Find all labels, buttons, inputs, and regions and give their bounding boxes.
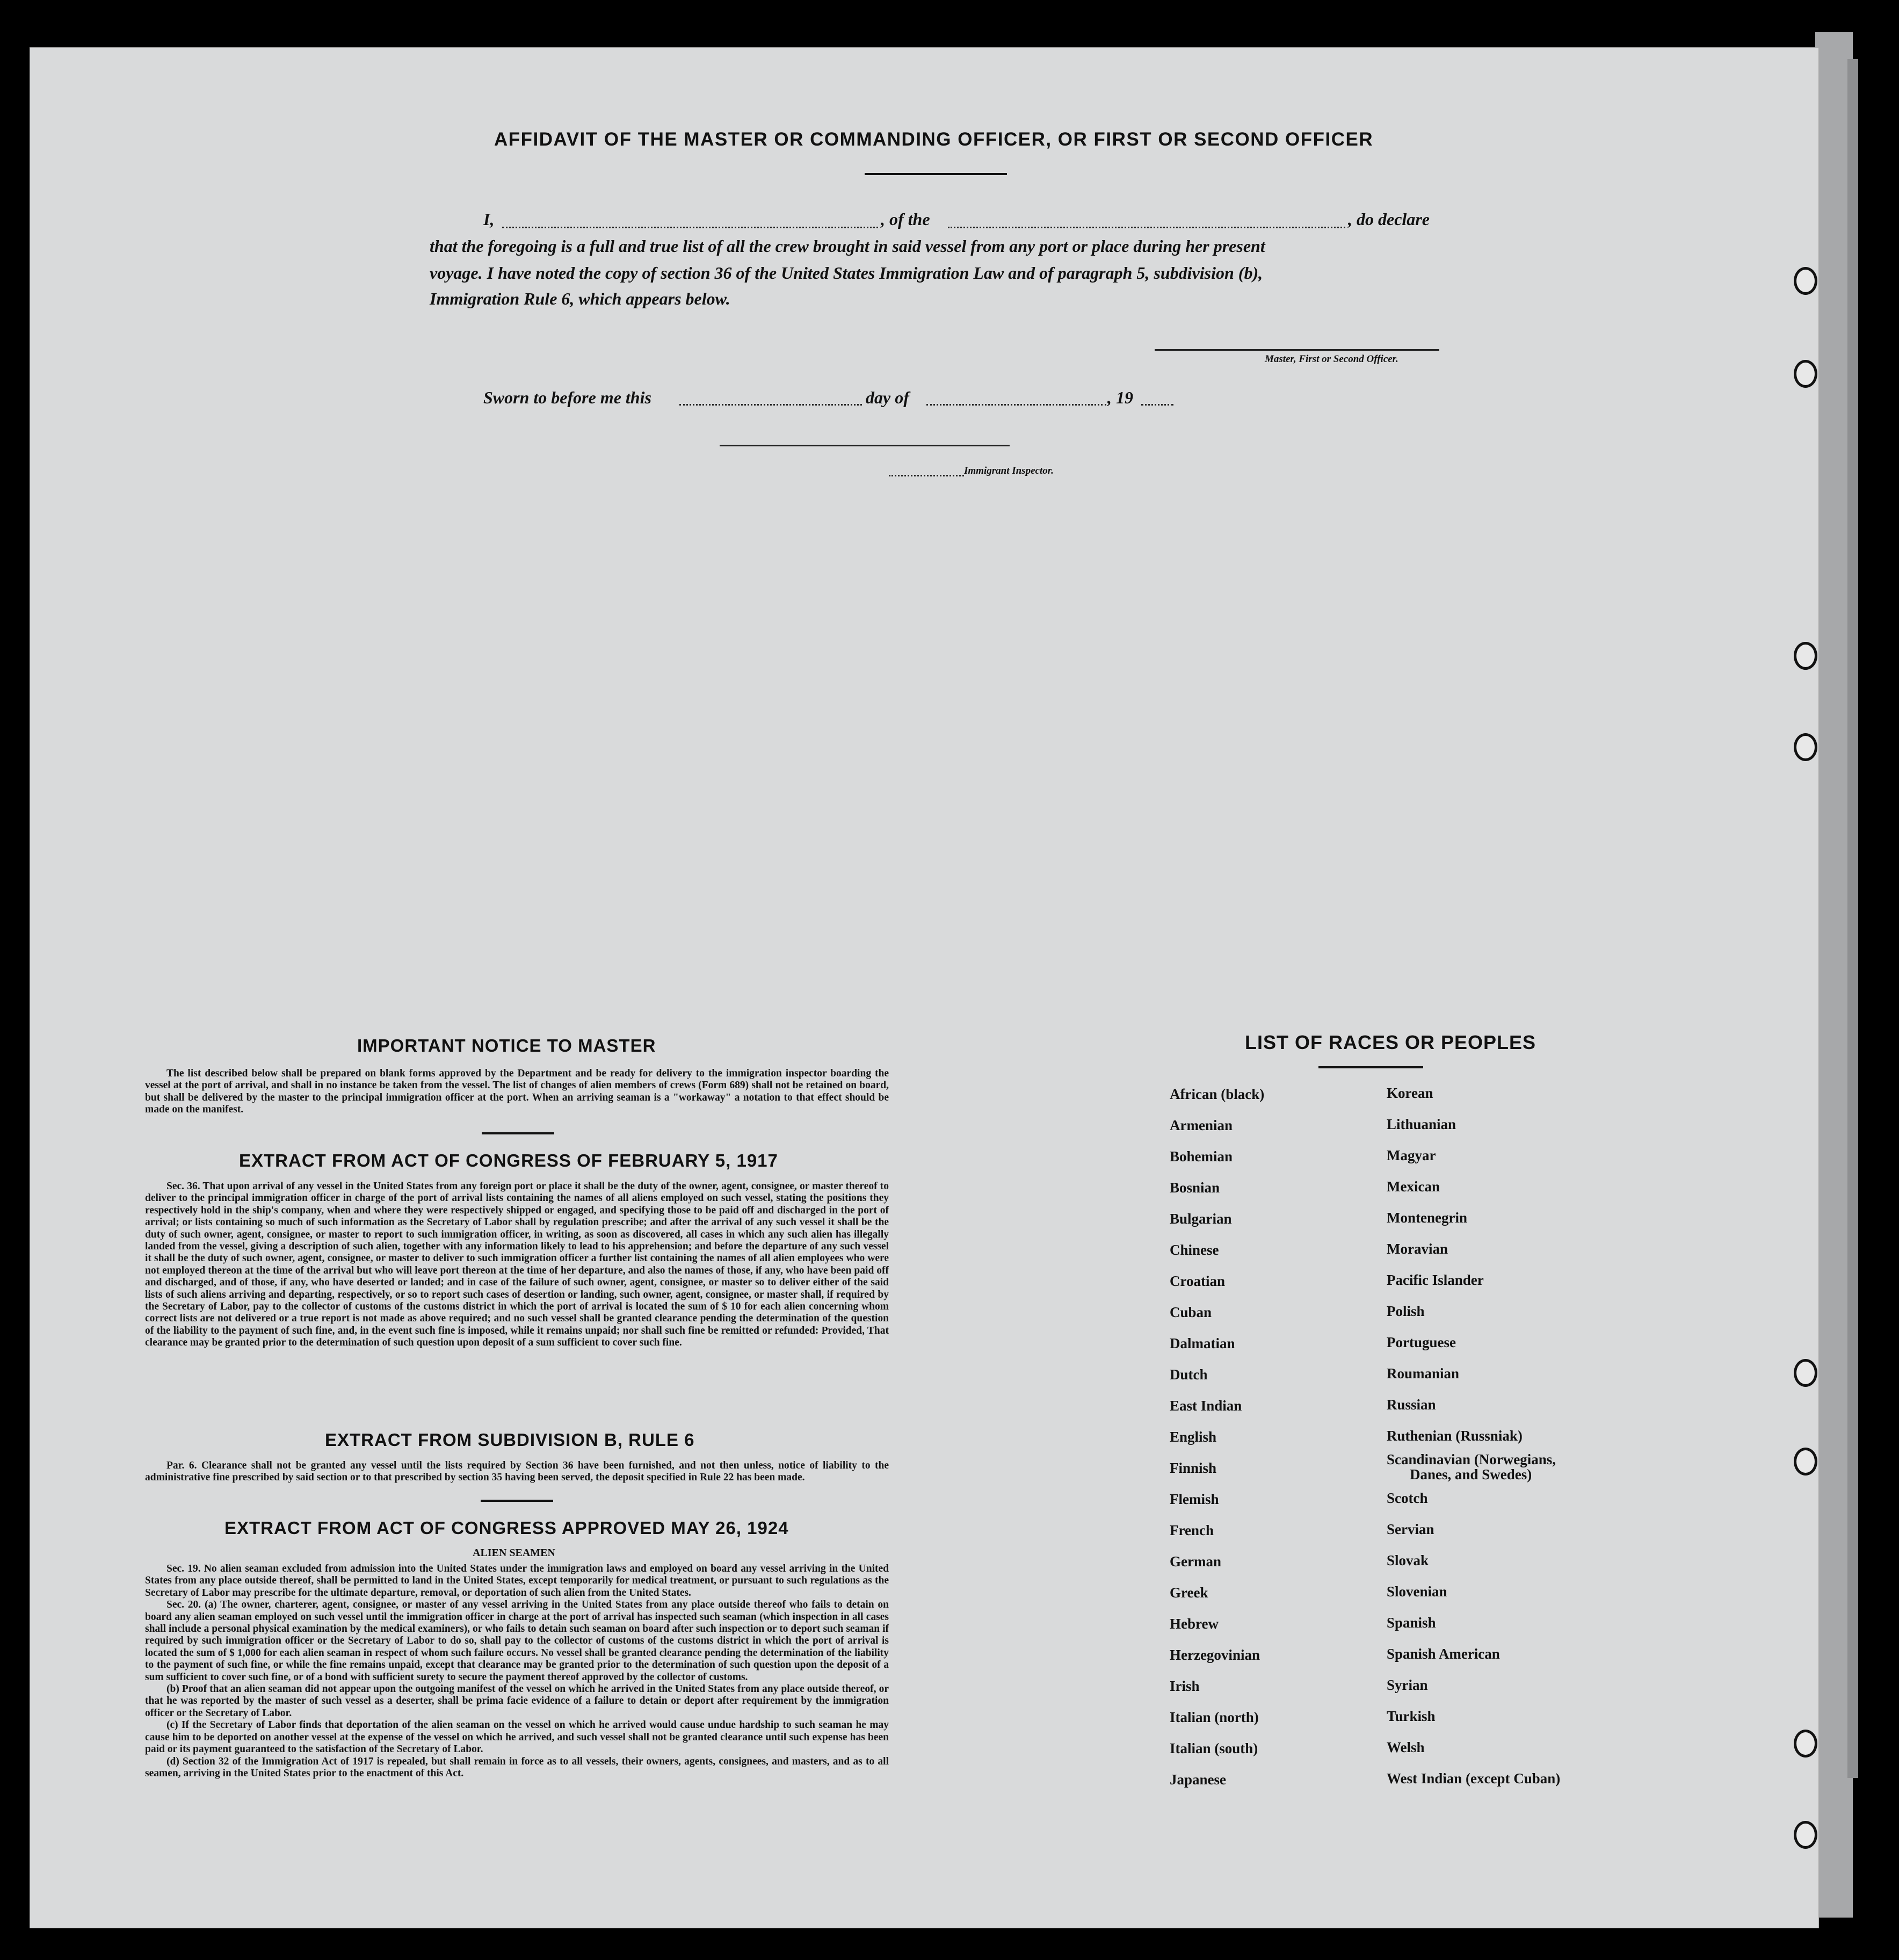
binder-hole [1794,1448,1817,1476]
section-rule [482,1132,554,1134]
race-item: African (black) [1170,1086,1265,1102]
race-item: Russian [1387,1397,1436,1413]
race-item: Polish [1387,1303,1425,1319]
race-item: Hebrew [1170,1616,1219,1632]
race-item: Welsh [1387,1739,1425,1755]
affidavit-line4: Immigration Rule 6, which appears below. [430,289,730,308]
race-item: East Indian [1170,1398,1242,1414]
binder-hole [1794,1730,1817,1758]
race-item: Portuguese [1387,1334,1456,1350]
race-item: West Indian (except Cuban) [1387,1770,1561,1787]
binder-hole [1794,1359,1817,1387]
month-blank [926,402,1106,406]
inspector-dots [889,473,964,476]
signature-label: Master, First or Second Officer. [1265,353,1398,365]
signature-line [1155,349,1439,351]
race-item: Irish [1170,1678,1200,1694]
affidavit-of-the: , of the [881,209,930,229]
notice-title: IMPORTANT NOTICE TO MASTER [357,1036,656,1055]
race-item: Finnish [1170,1460,1217,1476]
race-item: Turkish [1387,1708,1436,1724]
race-item: Bosnian [1170,1180,1220,1196]
race-item: Mexican [1387,1178,1440,1195]
year-blank [1141,402,1173,406]
rule6-title: EXTRACT FROM SUBDIVISION B, RULE 6 [325,1430,695,1450]
notice-text [145,1068,889,1116]
act1924-text [145,1563,889,1780]
race-item: French [1170,1522,1214,1538]
race-item: Scotch [1387,1490,1428,1506]
race-item: Danes, and Swedes) [1410,1466,1532,1482]
race-item: Ruthenian (Russniak) [1387,1428,1523,1444]
year-label: , 19 [1107,388,1133,407]
race-item: Scandinavian (Norwegians, [1387,1451,1556,1467]
sworn-label: Sworn to before me this [483,388,651,407]
race-item: Lithuanian [1387,1116,1456,1132]
affidavit-declare: , do declare [1348,209,1430,229]
race-item: Slovenian [1387,1583,1447,1600]
races-title: LIST OF RACES OR PEOPLES [1245,1031,1536,1053]
race-item: Croatian [1170,1273,1226,1289]
binder-hole [1794,360,1817,388]
race-item: Armenian [1170,1117,1233,1133]
affidavit-i: I, [483,209,495,229]
binder-hole [1794,1821,1817,1849]
race-item: Italian (north) [1170,1709,1259,1725]
race-item: Bohemian [1170,1148,1233,1165]
race-item: Spanish American [1387,1646,1500,1662]
act1924-title: EXTRACT FROM ACT OF CONGRESS APPROVED MAY 26, 1924 [224,1518,789,1538]
race-item: Korean [1387,1085,1433,1101]
act1924-paragraph: (c) If the Secretary of Labor finds that deportation of the alien seaman on the vessel on which he arrived would cause undue hardship to such seaman he may cause him to be deported on another vessel at the expense of the vessel on which he arrived, and such vessel shall not be granted clearance until such expense has been paid or its payment guaranteed to the satisfaction of the Secretary of Labor. [145,1719,889,1755]
race-item: Bulgarian [1170,1211,1232,1227]
race-item: Japanese [1170,1771,1227,1788]
inspector-line [720,445,1010,446]
race-item: Roumanian [1387,1365,1460,1382]
race-item: Chinese [1170,1242,1219,1258]
race-item: Moravian [1387,1241,1448,1257]
act1917-title: EXTRACT FROM ACT OF CONGRESS OF FEBRUARY 5, 1917 [239,1151,778,1170]
title-rule [865,173,1007,175]
affidavit-title: AFFIDAVIT OF THE MASTER OR COMMANDING OFFICER, OR FIRST OR SECOND OFFICER [494,129,1374,150]
binder-hole [1794,642,1817,670]
race-item: Pacific Islander [1387,1272,1484,1288]
race-item: Montenegrin [1387,1210,1467,1226]
day-blank [679,402,862,406]
race-item: Dutch [1170,1366,1208,1383]
act1924-paragraph: Sec. 20. (a) The owner, charterer, agent, consignee, or master of any vessel arriving in the United States from any place outside thereof who fails to detain on board any alien seaman employed on such vessel until the immigration officer in charge at the port of arrival has inspected such seaman (which inspection in all cases shall include a personal physical examination by the medical examiners), or who fails to detain such seaman on board after such inspection or to deport such seaman if required by such immigration officer or the Secretary of Labor to do so, shall pay to the collector of customs of the customs district in which the port of arrival is located the sum of $ 1,000 for each alien seaman in respect of whom such failure occurs. No vessel shall be granted clearance pending the determination of the liability to the payment of such fine, or while the fine remains unpaid, except that clearance may be granted prior to the determination of such question upon the deposit of a sum sufficient to cover such fine, or of a bond with sufficient surety to secure the payment thereof approved by the collector of customs. [145,1599,889,1683]
race-item: Cuban [1170,1304,1212,1320]
act1917-text [145,1181,889,1349]
race-item: Flemish [1170,1491,1219,1507]
act1924-subtitle: ALIEN SEAMEN [473,1547,555,1559]
race-item: Dalmatian [1170,1335,1235,1351]
race-item: Magyar [1387,1147,1436,1163]
races-rule [1318,1066,1423,1068]
race-item: Italian (south) [1170,1740,1258,1756]
notice-paragraph: The list described below shall be prepared on blank forms approved by the Department and be ready for delivery to the immigration inspector boarding the vessel at the port of arrival, and shall in no instance be taken from the vessel. The list of changes of alien members of crews (Form 689) shall not be retained on board, but shall be delivered by the master to the principal immigration officer at the port. When an arriving seaman is a "workaway" a notation to that effect should be made on the manifest. [145,1068,889,1116]
binder-hole [1794,267,1817,295]
act1924-paragraph: Sec. 19. No alien seaman excluded from admission into the United States under the immigration laws and employed on board any vessel arriving in the United States from any place outside thereof, shall be permitted to land in the United States, except temporarily for medical treatment, or pursuant to such regulations as the Secretary of Labor may prescribe for the ultimate departure, removal, or deportation of such alien from the United States. [145,1563,889,1599]
race-item: Spanish [1387,1615,1436,1631]
race-item: Slovak [1387,1552,1429,1568]
rule6-paragraph: Par. 6. Clearance shall not be granted any vessel until the lists required by Section 36 have been furnished, and not then unless, notice of liability to the administrative fine prescribed by said section or to that prescribed by section 35 having been served, the deposit specified in Rule 22 has been made. [145,1460,889,1484]
race-item: Syrian [1387,1677,1428,1693]
binder-hole [1794,733,1817,761]
affidavit-line2: that the foregoing is a full and true list of all the crew brought in said vessel from any port or place during her present [430,236,1265,256]
section-rule [481,1500,553,1502]
affidavit-line3: voyage. I have noted the copy of section 36 of the United States Immigration Law and of paragraph 5, subdivision (b), [430,263,1263,283]
race-item: German [1170,1553,1221,1570]
inspector-label: Immigrant Inspector. [964,465,1054,476]
act1924-paragraph: (b) Proof that an alien seaman did not appear upon the outgoing manifest of the vessel on which he arrived in the United States from any place outside thereof, or that he was reported by the master of such vessel as a deserter, shall be prima facie evidence of a failure to detain or deport after requirement by the immigration officer or the Secretary of Labor. [145,1683,889,1719]
race-item: Greek [1170,1585,1208,1601]
rule6-text [145,1460,889,1484]
act1917-paragraph: Sec. 36. That upon arrival of any vessel in the United States from any foreign port or place it shall be the duty of the owner, agent, consignee, or master thereof to deliver to the principal immigration officer in charge of the port of arrival lists containing the names of all aliens employed on such vessel, stating the positions they respectively hold in the ship's company, when and where they were respectively shipped or engaged, and specifying those to be paid off and discharged in the port of arrival; or lists containing so much of such information as the Secretary of Labor shall by regulation prescribe; and after the arrival of any such vessel it shall be the duty of such owner, agent, consignee, or master to report to such immigration officer, in writing, as soon as discovered, all cases in which any such alien has illegally landed from the vessel, giving a description of such alien, together with any information likely to lead to his apprehension; and before the departure of any such vessel it shall be the duty of such owner, agent, consignee, or master to deliver to such immigration officer a further list containing the names of all alien employees who were not employed thereon at the time of the arrival but who will leave port thereon at the time of her departure, and also the names of those, if any, who have been paid off and discharged, and of those, if any, who have deserted or landed; and in case of the failure of such owner, agent, consignee, or master so to deliver either of the said lists of such aliens arriving and departing, respectively, or so to report such cases of desertion or landing, such owner, agent, consignee, or master shall, if required by the Secretary of Labor, pay to the collector of customs of the customs district in which the port of arrival is located the sum of $ 10 for each alien concerning whom correct lists are not delivered or a true report is not made as above required; and no such vessel shall be granted clearance pending the determination of the question of the liability to the payment of such fine, and, in the event such fine is imposed, while it remains unpaid; nor shall such fine be remitted or refunded: Provided, That clearance may be granted prior to the determination of such question upon deposit of a sum sufficient to cover such fine. [145,1181,889,1349]
vessel-blank [948,225,1345,228]
race-item: Servian [1387,1521,1434,1537]
race-item: Herzegovinian [1170,1647,1260,1663]
day-of-label: day of [866,388,909,407]
race-item: English [1170,1429,1217,1445]
underlying-page-edge-2 [1847,59,1858,1778]
act1924-paragraph: (d) Section 32 of the Immigration Act of 1917 is repealed, but shall remain in force as to all vessels, their owners, agents, consignees, and masters, and as to all seamen, arriving in the United States prior to the enactment of this Act. [145,1755,889,1779]
name-blank [502,225,878,228]
